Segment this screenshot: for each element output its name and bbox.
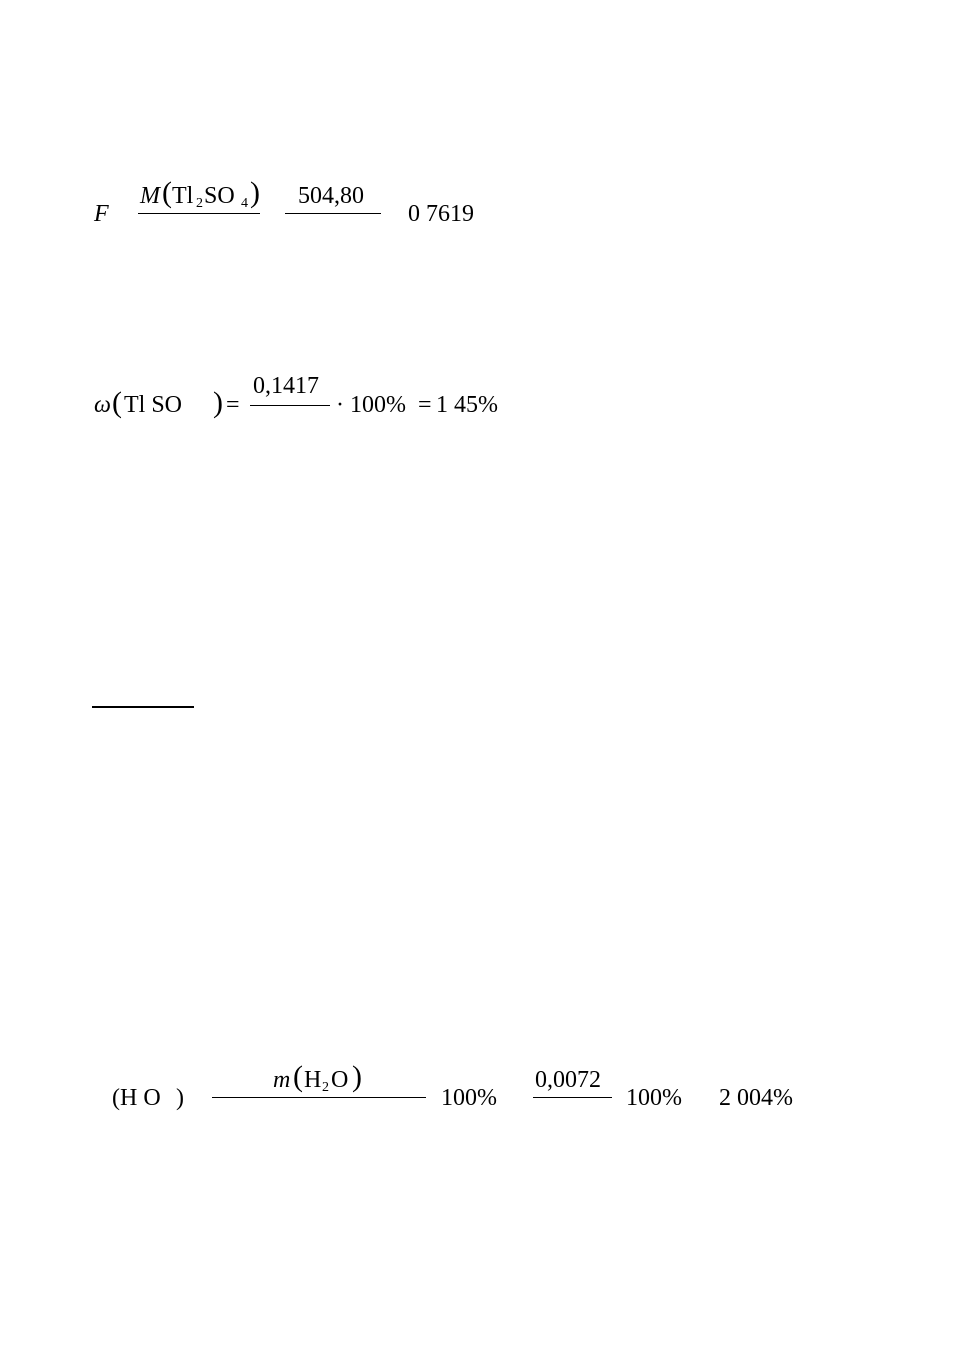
separator-line <box>92 706 194 708</box>
sulfate-label: SO <box>204 183 235 209</box>
thallium-label: Tl <box>172 183 194 209</box>
subscript-2: 2 <box>322 1080 329 1095</box>
water-fraction-result: 2 004% <box>719 1085 793 1111</box>
mass-symbol: m <box>273 1067 291 1093</box>
open-paren: ( <box>112 1085 120 1111</box>
mass-fraction-result: 1 45% <box>436 392 498 418</box>
close-paren: ) <box>250 176 260 209</box>
fraction-bar <box>533 1097 612 1098</box>
fraction-bar <box>285 213 381 214</box>
fraction-numerator: 0,0072 <box>535 1067 601 1093</box>
subscript-2: 2 <box>196 196 203 211</box>
species-label: Tl SO <box>124 392 183 418</box>
open-paren: ( <box>112 386 122 419</box>
equals-sign: = <box>418 392 432 418</box>
close-paren: ) <box>213 386 223 419</box>
times-hundred-percent: · 100% <box>336 392 406 418</box>
hundred-percent: 100% <box>626 1085 682 1111</box>
oxygen-label: O <box>331 1067 349 1093</box>
open-paren: ( <box>162 176 172 209</box>
hundred-percent: 100% <box>441 1085 497 1111</box>
fraction-bar <box>212 1097 426 1098</box>
subscript-4: 4 <box>241 196 248 211</box>
fraction-numerator: 0,1417 <box>253 373 319 399</box>
fraction-bar <box>138 213 260 214</box>
factor-symbol: F <box>94 201 109 227</box>
factor-result: 0 7619 <box>408 201 474 227</box>
hydrogen-label: H <box>304 1067 322 1093</box>
equals-sign: = <box>226 392 240 418</box>
omega-symbol: ω <box>94 392 111 418</box>
fraction-bar <box>250 405 330 406</box>
close-paren: ) <box>176 1085 184 1111</box>
close-paren: ) <box>352 1060 362 1093</box>
species-label: H O <box>120 1085 161 1111</box>
open-paren: ( <box>293 1060 303 1093</box>
molar-mass-symbol: M <box>140 183 160 209</box>
fraction-numerator: 504,80 <box>298 183 364 209</box>
